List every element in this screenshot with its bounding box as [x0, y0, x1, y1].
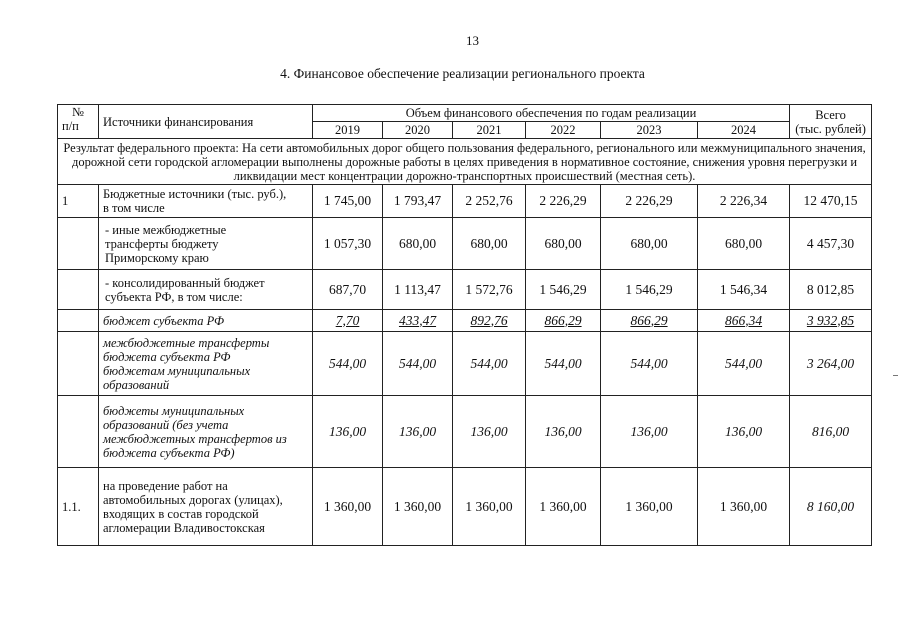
value-cell: 2 226,29: [601, 185, 698, 218]
value-cell: 1 360,00: [698, 468, 790, 546]
header-total-line-2: (тыс. рублей): [795, 121, 866, 136]
row-num: [58, 310, 99, 332]
table-row: [58, 185, 872, 218]
row-source: [99, 218, 313, 270]
row-source: [99, 468, 313, 546]
value-cell: 1 360,00: [526, 468, 601, 546]
value-cell: 680,00: [383, 218, 453, 270]
value-cell: 1 572,76: [453, 270, 526, 310]
source-line: автомобильных дорогах (улицах),: [103, 492, 283, 507]
value-cell: 680,00: [601, 218, 698, 270]
value-cell: 544,00: [383, 332, 453, 396]
source-line: бюджета субъекта РФ: [103, 349, 231, 364]
row-num: [58, 218, 99, 270]
value-cell: 680,00: [526, 218, 601, 270]
row-num: [58, 270, 99, 310]
value-cell: 136,00: [313, 396, 383, 468]
source-line: - иные межбюджетные: [105, 222, 227, 237]
value-cell: 1 745,00: [313, 185, 383, 218]
header-num-line-1: №: [72, 105, 84, 119]
total-cell: 3 264,00: [790, 332, 872, 396]
header-year: 2021: [453, 122, 526, 139]
header-num: [58, 105, 99, 139]
page-number: 13: [466, 33, 479, 48]
source-line: в том числе: [103, 201, 165, 215]
value-cell: 1 793,47: [383, 185, 453, 218]
header-total: [790, 105, 872, 139]
value-cell: 1 360,00: [601, 468, 698, 546]
value-cell: 544,00: [313, 332, 383, 396]
row-num: [58, 332, 99, 396]
value-cell: 544,00: [526, 332, 601, 396]
table-row: [58, 270, 872, 310]
section-title: 4. Финансовое обеспечение реализации регионального проекта: [280, 66, 645, 81]
value-cell: 544,00: [601, 332, 698, 396]
table-row: [58, 468, 872, 546]
result-row: [58, 139, 872, 185]
row-source: [99, 310, 313, 332]
value-cell: 1 546,29: [526, 270, 601, 310]
value-cell: 544,00: [698, 332, 790, 396]
table-row: [58, 332, 872, 396]
header-row-1: [58, 105, 872, 122]
source-line: бюджет субъекта РФ: [103, 313, 225, 328]
value-cell: 544,00: [453, 332, 526, 396]
source-line: межбюджетные трансферты: [103, 335, 270, 350]
source-line: - консолидированный бюджет: [105, 275, 265, 290]
header-year: 2022: [526, 122, 601, 139]
table-row: [58, 218, 872, 270]
row-source: [99, 270, 313, 310]
value-cell: 136,00: [698, 396, 790, 468]
value-cell: 892,76: [453, 310, 526, 332]
table-row: [58, 310, 872, 332]
total-cell: 12 470,15: [790, 185, 872, 218]
value-cell: 2 226,29: [526, 185, 601, 218]
value-cell: 687,70: [313, 270, 383, 310]
header-year: 2024: [698, 122, 790, 139]
table-row: [58, 396, 872, 468]
total-cell: 816,00: [790, 396, 872, 468]
value-cell: 866,34: [698, 310, 790, 332]
value-cell: 680,00: [453, 218, 526, 270]
value-cell: 2 252,76: [453, 185, 526, 218]
financing-table: [57, 104, 872, 546]
source-line: Бюджетные источники (тыс. руб.),: [103, 187, 287, 201]
value-cell: 136,00: [453, 396, 526, 468]
source-line: субъекта РФ, в том числе:: [105, 289, 243, 304]
value-cell: 1 360,00: [313, 468, 383, 546]
value-cell: 1 546,34: [698, 270, 790, 310]
header-year: 2023: [601, 122, 698, 139]
value-cell: 136,00: [526, 396, 601, 468]
row-num: 1: [58, 185, 99, 218]
value-cell: 2 226,34: [698, 185, 790, 218]
source-line: бюджеты муниципальных: [103, 403, 245, 418]
value-cell: 1 113,47: [383, 270, 453, 310]
total-cell: 3 932,85: [790, 310, 872, 332]
source-line: бюджета субъекта РФ): [103, 445, 235, 460]
row-source: [99, 185, 313, 218]
source-line: Приморскому краю: [105, 250, 209, 265]
value-cell: 866,29: [601, 310, 698, 332]
source-line: агломерации Владивостокская: [103, 520, 265, 535]
header-year: 2020: [383, 122, 453, 139]
total-cell: 4 457,30: [790, 218, 872, 270]
row-source: [99, 332, 313, 396]
value-cell: 680,00: [698, 218, 790, 270]
value-cell: 1 546,29: [601, 270, 698, 310]
source-line: образований: [103, 377, 170, 392]
source-line: межбюджетных трансфертов из: [103, 431, 287, 446]
total-cell: 8 012,85: [790, 270, 872, 310]
header-source: Источники финансирования: [99, 105, 313, 139]
source-line: бюджетам муниципальных: [103, 363, 251, 378]
value-cell: 433,47: [383, 310, 453, 332]
source-line: образований (без учета: [103, 417, 229, 432]
total-cell: 8 160,00: [790, 468, 872, 546]
header-num-line-2: п/п: [62, 119, 79, 133]
value-cell: 1 057,30: [313, 218, 383, 270]
source-line: входящих в состав городской: [103, 506, 259, 521]
value-cell: 1 360,00: [453, 468, 526, 546]
row-num: 1.1.: [58, 468, 99, 546]
source-line: на проведение работ на: [103, 478, 228, 493]
value-cell: 866,29: [526, 310, 601, 332]
project-result-text: Результат федерального проекта: На сети автомобильных дорог общего пользования федерального, регионального или межмуниципального значения, дорожной сети городской агломерации выполнены дорожные работы в целях приведения в нормативное состояние, снижения уровня перегрузки и ликвидации мест концентрации дорожно-транспортных происшествий (местная сеть).: [58, 139, 872, 185]
value-cell: 136,00: [383, 396, 453, 468]
source-line: трансферты бюджету: [105, 236, 219, 251]
value-cell: 136,00: [601, 396, 698, 468]
scan-mark: [893, 375, 898, 376]
value-cell: 1 360,00: [383, 468, 453, 546]
header-total-line-1: Всего: [815, 107, 846, 122]
row-source: [99, 396, 313, 468]
value-cell: 7,70: [313, 310, 383, 332]
header-years-group: Объем финансового обеспечения по годам реализации: [313, 105, 790, 122]
header-year: 2019: [313, 122, 383, 139]
row-num: [58, 396, 99, 468]
